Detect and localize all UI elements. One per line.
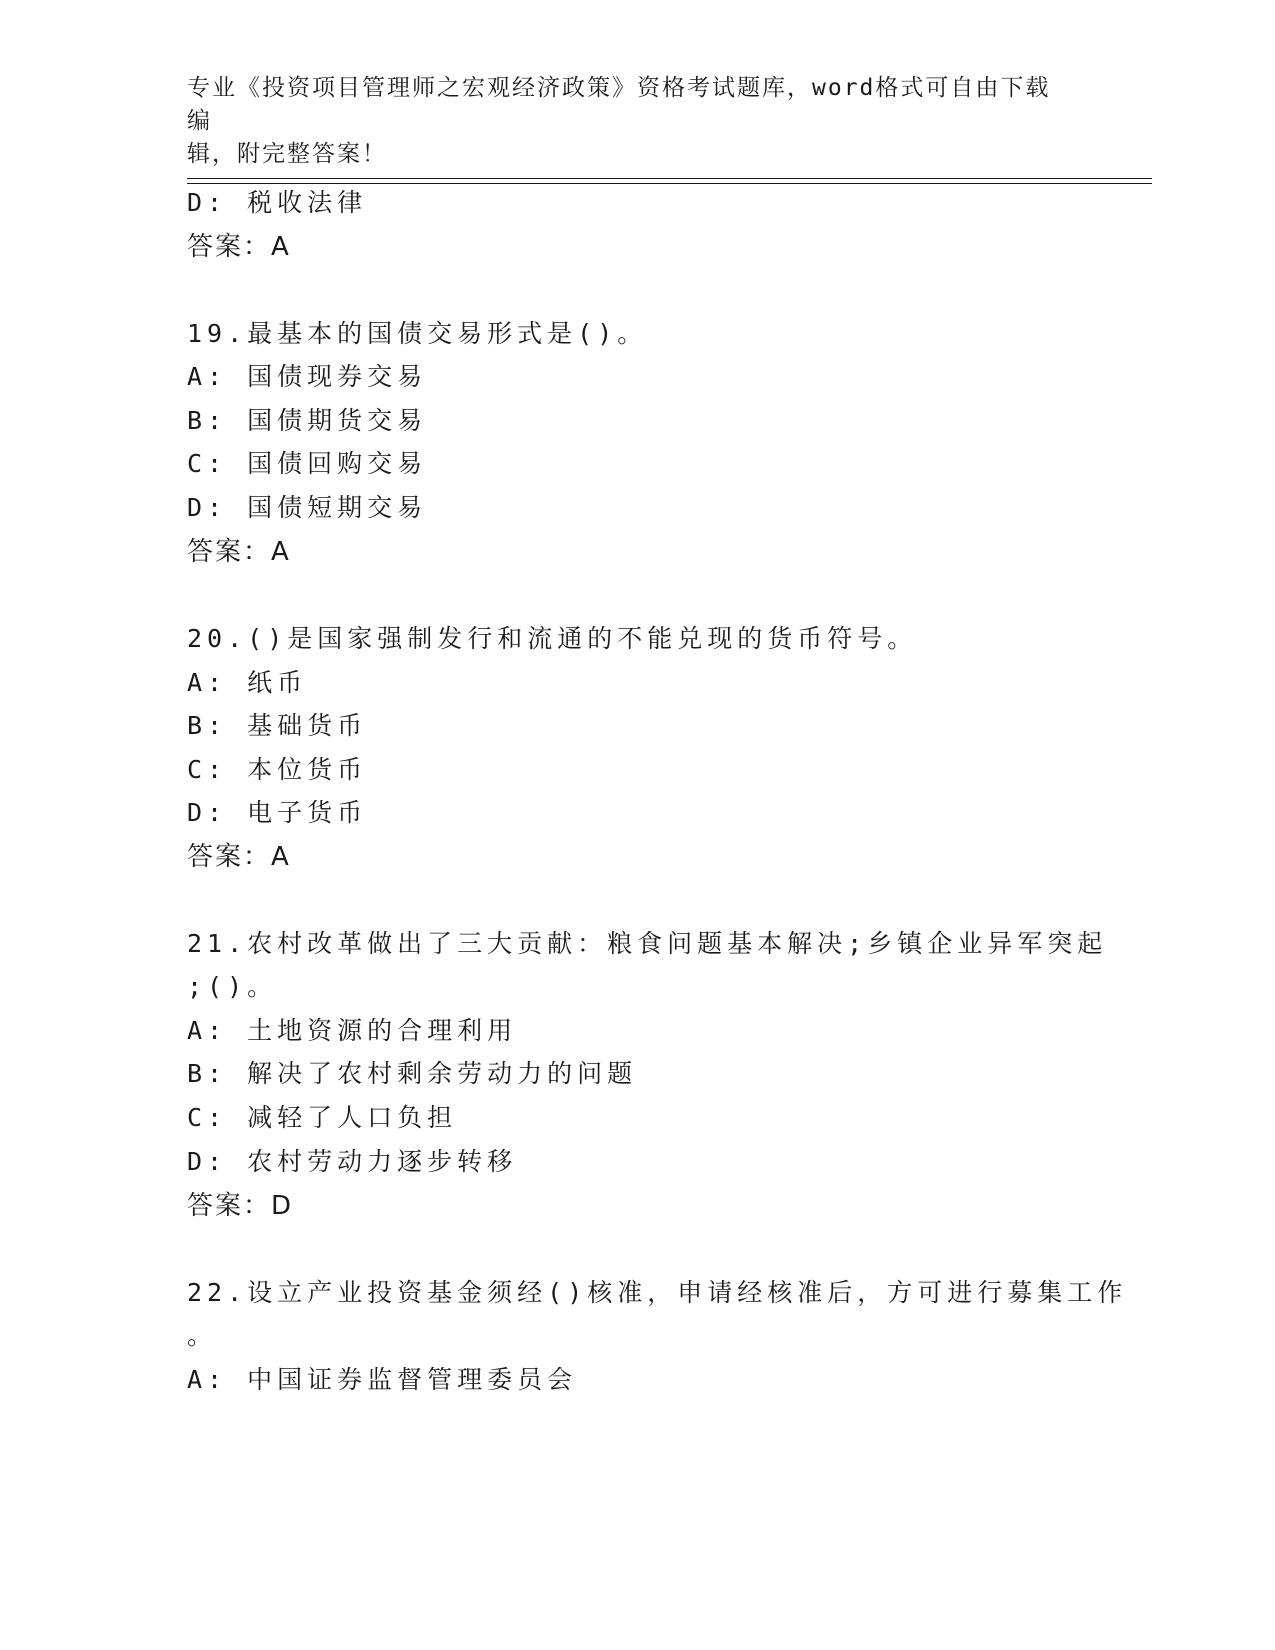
q19-option-d: D: 国债短期交易: [187, 493, 428, 522]
q21-option-d: D: 农村劳动力逐步转移: [187, 1147, 518, 1176]
header-line-2: 辑，附完整答案！: [187, 141, 387, 167]
q21-stem-line-1: 21.农村改革做出了三大贡献：粮食问题基本解决;乡镇企业异军突起: [187, 929, 1108, 958]
q20-option-b: B: 基础货币: [187, 711, 368, 740]
q21-answer: 答案：D: [187, 1191, 294, 1221]
header-divider-top: [187, 178, 1152, 179]
q20-answer: 答案：A: [187, 842, 291, 872]
q19-option-b: B: 国债期货交易: [187, 406, 428, 435]
q19-option-c: C: 国债回购交易: [187, 449, 428, 478]
q22-stem-line-2: 。: [187, 1321, 218, 1350]
q21-option-c: C: 减轻了人口负担: [187, 1103, 458, 1132]
q20-stem: 20.()是国家强制发行和流通的不能兑现的货币符号。: [187, 624, 918, 653]
q20-option-d: D: 电子货币: [187, 798, 368, 827]
q22-stem-line-1: 22.设立产业投资基金须经()核准，申请经核准后，方可进行募集工作: [187, 1278, 1128, 1307]
q21-option-a: A: 土地资源的合理利用: [187, 1016, 518, 1045]
q19-option-a: A: 国债现券交易: [187, 362, 428, 391]
q19-answer: 答案：A: [187, 537, 291, 567]
q21-option-b: B: 解决了农村剩余劳动力的问题: [187, 1059, 638, 1088]
header-divider-bottom: [187, 183, 1152, 184]
q19-stem: 19.最基本的国债交易形式是()。: [187, 319, 648, 348]
prev-answer: 答案：A: [187, 232, 291, 262]
q20-option-a: A: 纸币: [187, 668, 308, 697]
prev-option-d: D: 税收法律: [187, 188, 368, 217]
document-header: [187, 72, 1067, 171]
q20-option-c: C: 本位货币: [187, 755, 368, 784]
header-line-1: 专业《投资项目管理师之宏观经济政策》资格考试题库，word格式可自由下载编: [187, 75, 1051, 134]
q21-stem-line-2: ;()。: [187, 972, 278, 1001]
q22-option-a: A: 中国证券监督管理委员会: [187, 1365, 578, 1394]
